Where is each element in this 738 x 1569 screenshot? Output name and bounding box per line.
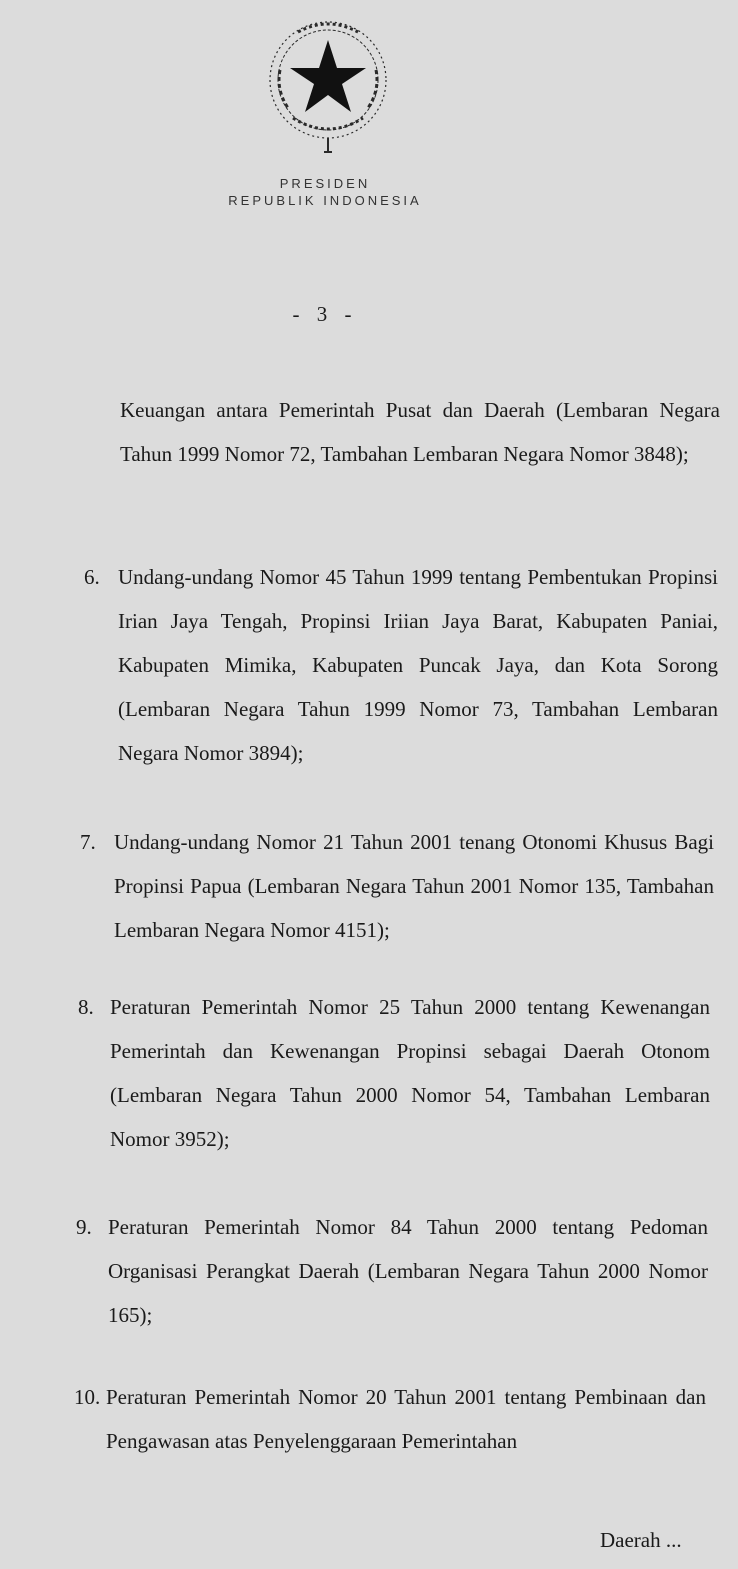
list-item-number: 9. [76, 1215, 92, 1239]
continuation-paragraph: Keuangan antara Pemerintah Pusat dan Daerah (Lembaran Negara Tahun 1999 Nomor 72, Tambahan Lembaran Negara Nomor 3848); [120, 398, 720, 466]
header-republic: REPUBLIK INDONESIA [228, 193, 422, 208]
list-item-text: Peraturan Pemerintah Nomor 84 Tahun 2000 tentang Pedoman Organisasi Perangkat Daerah (Lembaran Negara Tahun 2000 Nomor 165); [108, 1215, 708, 1327]
list-item-text: Peraturan Pemerintah Nomor 25 Tahun 2000 tentang Kewenangan Pemerintah dan Kewenangan Propinsi sebagai Daerah Otonom (Lembaran Negara Tahun 2000 Nomor 54, Tambahan Lembaran Nomor 3952); [110, 995, 710, 1151]
list-item-number: 10. [74, 1385, 101, 1409]
continuation-catchword: Daerah ... [600, 1528, 682, 1552]
list-item-number: 7. [80, 830, 96, 854]
list-item-text: Peraturan Pemerintah Nomor 20 Tahun 2001 tentang Pembinaan dan Pengawasan atas Penyelenggaraan Pemerintahan [106, 1385, 706, 1453]
list-item-number: 8. [78, 995, 94, 1019]
presidential-seal-icon [258, 10, 402, 170]
header-president: PRESIDEN [279, 176, 371, 191]
page-number: - 3 - [292, 302, 358, 326]
list-item-text: Undang-undang Nomor 45 Tahun 1999 tentang Pembentukan Propinsi Irian Jaya Tengah, Propinsi Iriian Jaya Barat, Kabupaten Paniai, Kabupaten Mimika, Kabupaten Puncak Jaya, dan Kota Sorong (Lembaran Negara Tahun 1999 Nomor 73, Tambahan Lembaran Negara Nomor 3894); [118, 565, 718, 765]
list-item-number: 6. [84, 565, 100, 589]
list-item-text: Undang-undang Nomor 21 Tahun 2001 tenang Otonomi Khusus Bagi Propinsi Papua (Lembaran Negara Tahun 2001 Nomor 135, Tambahan Lembaran Negara Nomor 4151); [114, 830, 714, 942]
